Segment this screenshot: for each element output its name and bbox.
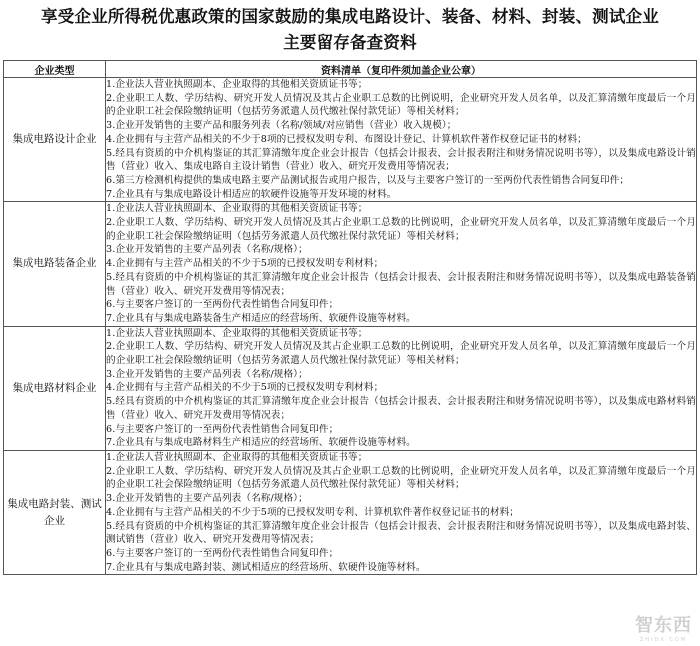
- enterprise-type-cell: 集成电路设计企业: [4, 78, 106, 202]
- list-item: 5.经具有资质的中介机构鉴证的其汇算清缴年度企业会计报告（包括会计报表、会计报表附注和财务情况说明书等），以及集成电路设计销售（营业）收入、集成电路自主设计销售（营业）收入、研究开发费用等情况表；: [106, 147, 696, 173]
- header-enterprise-type: 企业类型: [4, 61, 106, 78]
- materials-list-cell: [106, 202, 697, 326]
- list-item: 4.企业拥有与主营产品相关的不少于5项的已授权发明专利、计算机软件著作权登记证书的材料；: [106, 506, 519, 518]
- list-item: 6.与主要客户签订的一至两份代表性销售合同复印件；: [106, 423, 339, 435]
- watermark-subtext: ZHIDX.COM: [639, 637, 688, 643]
- materials-list-cell: [106, 326, 697, 450]
- watermark-text: 智东西: [635, 615, 692, 636]
- list-item: 5.经具有资质的中介机构鉴证的其汇算清缴年度企业会计报告（包括会计报表、会计报表附注和财务情况说明书等），以及集成电路材料销售（营业）收入、研究开发费用等情况表；: [106, 396, 696, 421]
- header-materials-list: 资料清单（复印件须加盖企业公章）: [106, 61, 697, 78]
- list-item: 5.经具有资质的中介机构鉴证的其汇算清缴年度企业会计报告（包括会计报表、会计报表附注和财务情况说明书等），以及集成电路封装、测试销售（营业）收入、研究开发费用等情况表；: [106, 520, 696, 546]
- enterprise-type-cell: 集成电路封装、测试企业: [4, 450, 106, 574]
- list-item: 4.企业拥有与主营产品相关的不少于5项的已授权发明专利材料；: [106, 258, 384, 270]
- list-item: 6.与主要客户签订的一至两份代表性销售合同复印件；: [106, 547, 339, 559]
- table-row: [4, 78, 697, 202]
- list-item: 1.企业法人营业执照副本、企业取得的其他相关资质证书等；: [106, 203, 368, 215]
- list-item: 7.企业具有与集成电路材料生产相适应的经营场所、软硬件设施等材料。: [106, 437, 416, 449]
- watermark-logo: [635, 611, 692, 643]
- list-item: 3.企业开发销售的主要产品和服务列表（名称/领域/对应销售（营业）收入规模）；: [106, 120, 457, 132]
- table-row: [4, 202, 697, 326]
- list-item: 5.经具有资质的中介机构鉴证的其汇算清缴年度企业会计报告（包括会计报表、会计报表附注和财务情况说明书等），以及集成电路装备销售（营业）收入、研究开发费用等情况表；: [106, 271, 696, 297]
- materials-list-cell: [106, 78, 697, 202]
- list-item: 2.企业职工人数、学历结构、研究开发人员情况及其占企业职工总数的比例说明，企业研究开发人员名单，以及汇算清缴年度最后一个月的企业职工社会保险缴纳证明（包括劳务派遣人员代缴社保付款凭证）等相关材料；: [106, 217, 696, 242]
- list-item: 7.企业具有与集成电路封装、测试相适应的经营场所、软硬件设施等材料。: [106, 561, 426, 573]
- list-item: 6.与主要客户签订的一至两份代表性销售合同复印件；: [106, 299, 339, 311]
- enterprise-type-cell: 集成电路装备企业: [4, 202, 106, 326]
- enterprise-type-cell: 集成电路材料企业: [4, 326, 106, 450]
- list-item: 2.企业职工人数、学历结构、研究开发人员情况及其占企业职工总数的比例说明，企业研究开发人员名单，以及汇算清缴年度最后一个月的企业职工社会保险缴纳证明（包括劳务派遣人员代缴社保付款凭证）等相关材料；: [106, 92, 696, 118]
- list-item: 1.企业法人营业执照副本、企业取得的其他相关资质证书等；: [106, 327, 368, 339]
- table-header-row: [4, 61, 697, 78]
- list-item: 3.企业开发销售的主要产品列表（名称/规格）；: [106, 368, 308, 380]
- list-item: 3.企业开发销售的主要产品列表（名称/规格）；: [106, 493, 308, 505]
- materials-list-cell: [106, 450, 697, 574]
- list-item: 1.企业法人营业执照副本、企业取得的其他相关资质证书等；: [106, 451, 368, 463]
- list-item: 1.企业法人营业执照副本、企业取得的其他相关资质证书等；: [106, 79, 368, 90]
- list-item: 2.企业职工人数、学历结构、研究开发人员情况及其占企业职工总数的比例说明，企业研究开发人员名单，以及汇算清缴年度最后一个月的企业职工社会保险缴纳证明（包括劳务派遣人员代缴社保付款凭证）等相关材料；: [106, 465, 696, 491]
- table-row: [4, 450, 697, 574]
- list-item: 4.企业拥有与主营产品相关的不少于8项的已授权发明专利、布图设计登记、计算机软件著作权登记证书的材料；: [106, 133, 587, 145]
- list-item: 4.企业拥有与主营产品相关的不少于5项的已授权发明专利材料；: [106, 382, 384, 394]
- materials-table: [3, 60, 697, 575]
- table-row: [4, 326, 697, 450]
- list-item: 7.企业具有与集成电路装备生产相适应的经营场所、软硬件设施等材料。: [106, 312, 416, 324]
- document-title: [0, 4, 700, 56]
- list-item: 6.第三方检测机构提供的集成电路主要产品测试报告或用户报告，以及与主要客户签订的一至两份代表性销售合同复印件；: [106, 174, 630, 186]
- list-item: 3.企业开发销售的主要产品列表（名称/规格）；: [106, 244, 308, 256]
- list-item: 7.企业具有与集成电路设计相适应的软硬件设施等开发环境的材料。: [106, 188, 397, 200]
- title-line-2: 主要留存备查资料: [283, 33, 417, 52]
- title-line-1: 享受企业所得税优惠政策的国家鼓励的集成电路设计、装备、材料、封装、测试企业: [41, 7, 659, 26]
- list-item: 2.企业职工人数、学历结构、研究开发人员情况及其占企业职工总数的比例说明，企业研究开发人员名单，以及汇算清缴年度最后一个月的企业职工社会保险缴纳证明（包括劳务派遣人员代缴社保付款凭证）等相关材料；: [106, 341, 696, 367]
